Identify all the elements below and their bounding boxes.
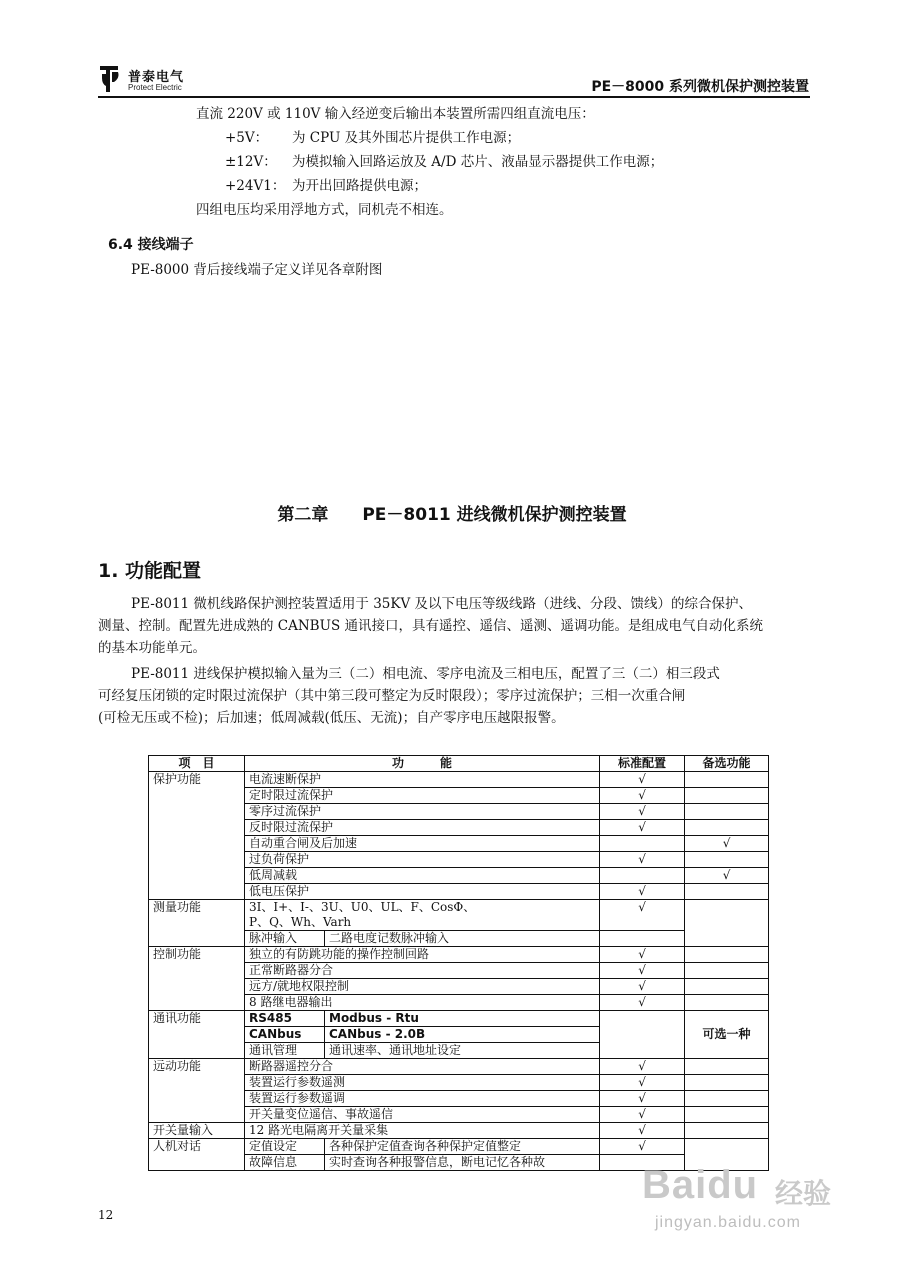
empty-cell (685, 852, 769, 868)
empty-cell (685, 772, 769, 788)
func-cell: 过负荷保护 (245, 852, 600, 868)
table-row (149, 1059, 769, 1075)
check-mark: √ (600, 804, 685, 820)
para1-line1: PE-8011 微机线路保护测控装置适用于 35KV 及以下电压等级线路（进线、分段、馈线）的综合保护、 (131, 596, 752, 612)
empty-cell (685, 884, 769, 900)
table-header-row (149, 756, 769, 772)
header-rule (98, 96, 810, 98)
check-mark: √ (600, 852, 685, 868)
measure-quantities (245, 900, 600, 931)
empty-cell (600, 1011, 685, 1059)
header-optional: 备选功能 (685, 756, 769, 772)
hmi-desc: 各种保护定值查询各种保护定值整定 (325, 1139, 600, 1155)
company-logo-icon (98, 64, 120, 94)
check-mark: √ (600, 1123, 685, 1139)
check-mark: √ (600, 788, 685, 804)
check-mark: √ (600, 884, 685, 900)
func-cell: 正常断路器分合 (245, 963, 600, 979)
func-cell: 装置运行参数遥测 (245, 1075, 600, 1091)
empty-cell (600, 868, 685, 884)
check-mark: √ (600, 947, 685, 963)
group-comm: 通讯功能 (149, 1011, 245, 1059)
watermark-brand-cn: 经验 (775, 1177, 832, 1210)
power-floating-note: 四组电压均采用浮地方式，同机壳不相连。 (196, 202, 453, 218)
section-1-heading: 1. 功能配置 (98, 560, 202, 582)
para2-line1: PE-8011 进线保护模拟输入量为三（二）相电流、零序电流及三相电压，配置了三（二）相三段式 (131, 666, 720, 682)
group-control: 控制功能 (149, 947, 245, 1011)
check-mark: √ (685, 836, 769, 852)
empty-cell (685, 804, 769, 820)
check-mark: √ (600, 1139, 685, 1155)
check-mark: √ (600, 1107, 685, 1123)
comm-label: 通讯管理 (245, 1043, 325, 1059)
empty-cell (685, 979, 769, 995)
hmi-label: 定值设定 (245, 1139, 325, 1155)
empty-cell (600, 836, 685, 852)
hmi-label: 故障信息 (245, 1155, 325, 1171)
check-mark: √ (600, 979, 685, 995)
func-cell: 8 路继电器输出 (245, 995, 600, 1011)
comm-desc: Modbus - Rtu (325, 1011, 600, 1027)
section-6-4-text: PE-8000 背后接线端子定义详见各章附图 (131, 262, 383, 278)
para2-line2: 可经复压闭锁的定时限过流保护（其中第三段可整定为反时限段）；零序过流保护；三相一次重合闸 (98, 688, 686, 704)
chapter-title: 第二章 PE－8011 进线微机保护测控装置 (277, 505, 627, 525)
table-row (149, 772, 769, 788)
para1-line2: 测量、控制。配置先进成熟的 CANBUS 通讯接口，具有遥控、遥信、遥测、遥调功能。是组成电气自动化系统 (98, 618, 764, 634)
func-cell: 定时限过流保护 (245, 788, 600, 804)
func-cell: 反时限过流保护 (245, 820, 600, 836)
func-cell: 装置运行参数遥调 (245, 1091, 600, 1107)
measure-line2: P、Q、Wh、Varh (249, 915, 352, 929)
power-volt-12v: ±12V： (225, 154, 277, 170)
power-intro: 直流 220V 或 110V 输入经逆变后输出本装置所需四组直流电压： (196, 106, 595, 122)
check-mark: √ (600, 900, 685, 931)
func-cell: 断路器遥控分合 (245, 1059, 600, 1075)
power-volt-24v: +24V1： (225, 178, 286, 194)
empty-cell (600, 931, 685, 947)
empty-cell (685, 1075, 769, 1091)
func-cell: 电流速断保护 (245, 772, 600, 788)
table-row (149, 900, 769, 931)
table-row (149, 1123, 769, 1139)
comm-desc: CANbus - 2.0B (325, 1027, 600, 1043)
company-name-cn: 普泰电气 (128, 70, 185, 85)
func-cell: 开关量变位遥信、事故遥信 (245, 1107, 600, 1123)
measure-line1: 3I、I+、I-、3U、U0、UL、F、CosΦ、 (249, 900, 476, 914)
header-function: 功 能 (245, 756, 600, 772)
para2-line3: (可检无压或不检)；后加速；低周减载(低压、无流)；自产零序电压越限报警。 (98, 710, 565, 726)
table-row (149, 1139, 769, 1155)
check-mark: √ (600, 963, 685, 979)
comm-label: CANbus (245, 1027, 325, 1043)
empty-cell (685, 820, 769, 836)
pulse-input-desc: 二路电度记数脉冲输入 (325, 931, 600, 947)
para1-line3: 的基本功能单元。 (98, 640, 206, 656)
check-mark: √ (600, 1059, 685, 1075)
check-mark: √ (600, 995, 685, 1011)
page-number: 12 (98, 1208, 114, 1222)
empty-cell (685, 947, 769, 963)
group-hmi: 人机对话 (149, 1139, 245, 1171)
power-volt-5v: +5V： (225, 130, 269, 146)
empty-cell (685, 1059, 769, 1075)
power-desc-5v: 为 CPU 及其外围芯片提供工作电源； (292, 130, 521, 146)
group-di: 开关量输入 (149, 1123, 245, 1139)
check-mark: √ (600, 772, 685, 788)
power-desc-12v: 为模拟输入回路运放及 A/D 芯片、液晶显示器提供工作电源； (292, 154, 664, 170)
group-measure: 测量功能 (149, 900, 245, 947)
pulse-input-label: 脉冲输入 (245, 931, 325, 947)
comm-label: RS485 (245, 1011, 325, 1027)
func-cell: 低电压保护 (245, 884, 600, 900)
check-mark: √ (685, 868, 769, 884)
empty-cell (685, 788, 769, 804)
watermark-brand: Baidu (642, 1163, 759, 1207)
header-item: 项 目 (149, 756, 245, 772)
document-title: PE－8000 系列微机保护测控装置 (591, 79, 809, 95)
empty-cell (685, 1123, 769, 1139)
function-config-table (148, 755, 769, 1171)
func-cell: 自动重合闸及后加速 (245, 836, 600, 852)
check-mark: √ (600, 820, 685, 836)
hmi-desc: 实时查询各种报警信息，断电记忆各种故 (325, 1155, 600, 1171)
watermark-url: jingyan.baidu.com (655, 1214, 801, 1231)
func-cell: 远方/就地权限控制 (245, 979, 600, 995)
header-standard: 标准配置 (600, 756, 685, 772)
section-6-4-heading: 6.4 接线端子 (108, 237, 194, 253)
empty-cell (685, 900, 769, 947)
empty-cell (685, 1091, 769, 1107)
company-name-en: Protect Electric (128, 83, 182, 92)
group-remote: 远动功能 (149, 1059, 245, 1123)
table-row (149, 1011, 769, 1027)
table-row (149, 947, 769, 963)
func-cell: 低周减载 (245, 868, 600, 884)
func-cell: 独立的有防跳功能的操作控制回路 (245, 947, 600, 963)
power-desc-24v: 为开出回路提供电源； (292, 178, 427, 194)
empty-cell (685, 995, 769, 1011)
func-cell: 12 路光电隔离开关量采集 (245, 1123, 600, 1139)
empty-cell (685, 963, 769, 979)
empty-cell (685, 1107, 769, 1123)
check-mark: √ (600, 1075, 685, 1091)
check-mark: √ (600, 1091, 685, 1107)
comm-desc: 通讯速率、通讯地址设定 (325, 1043, 600, 1059)
func-cell: 零序过流保护 (245, 804, 600, 820)
group-protect: 保护功能 (149, 772, 245, 900)
comm-option: 可选一种 (685, 1011, 769, 1059)
